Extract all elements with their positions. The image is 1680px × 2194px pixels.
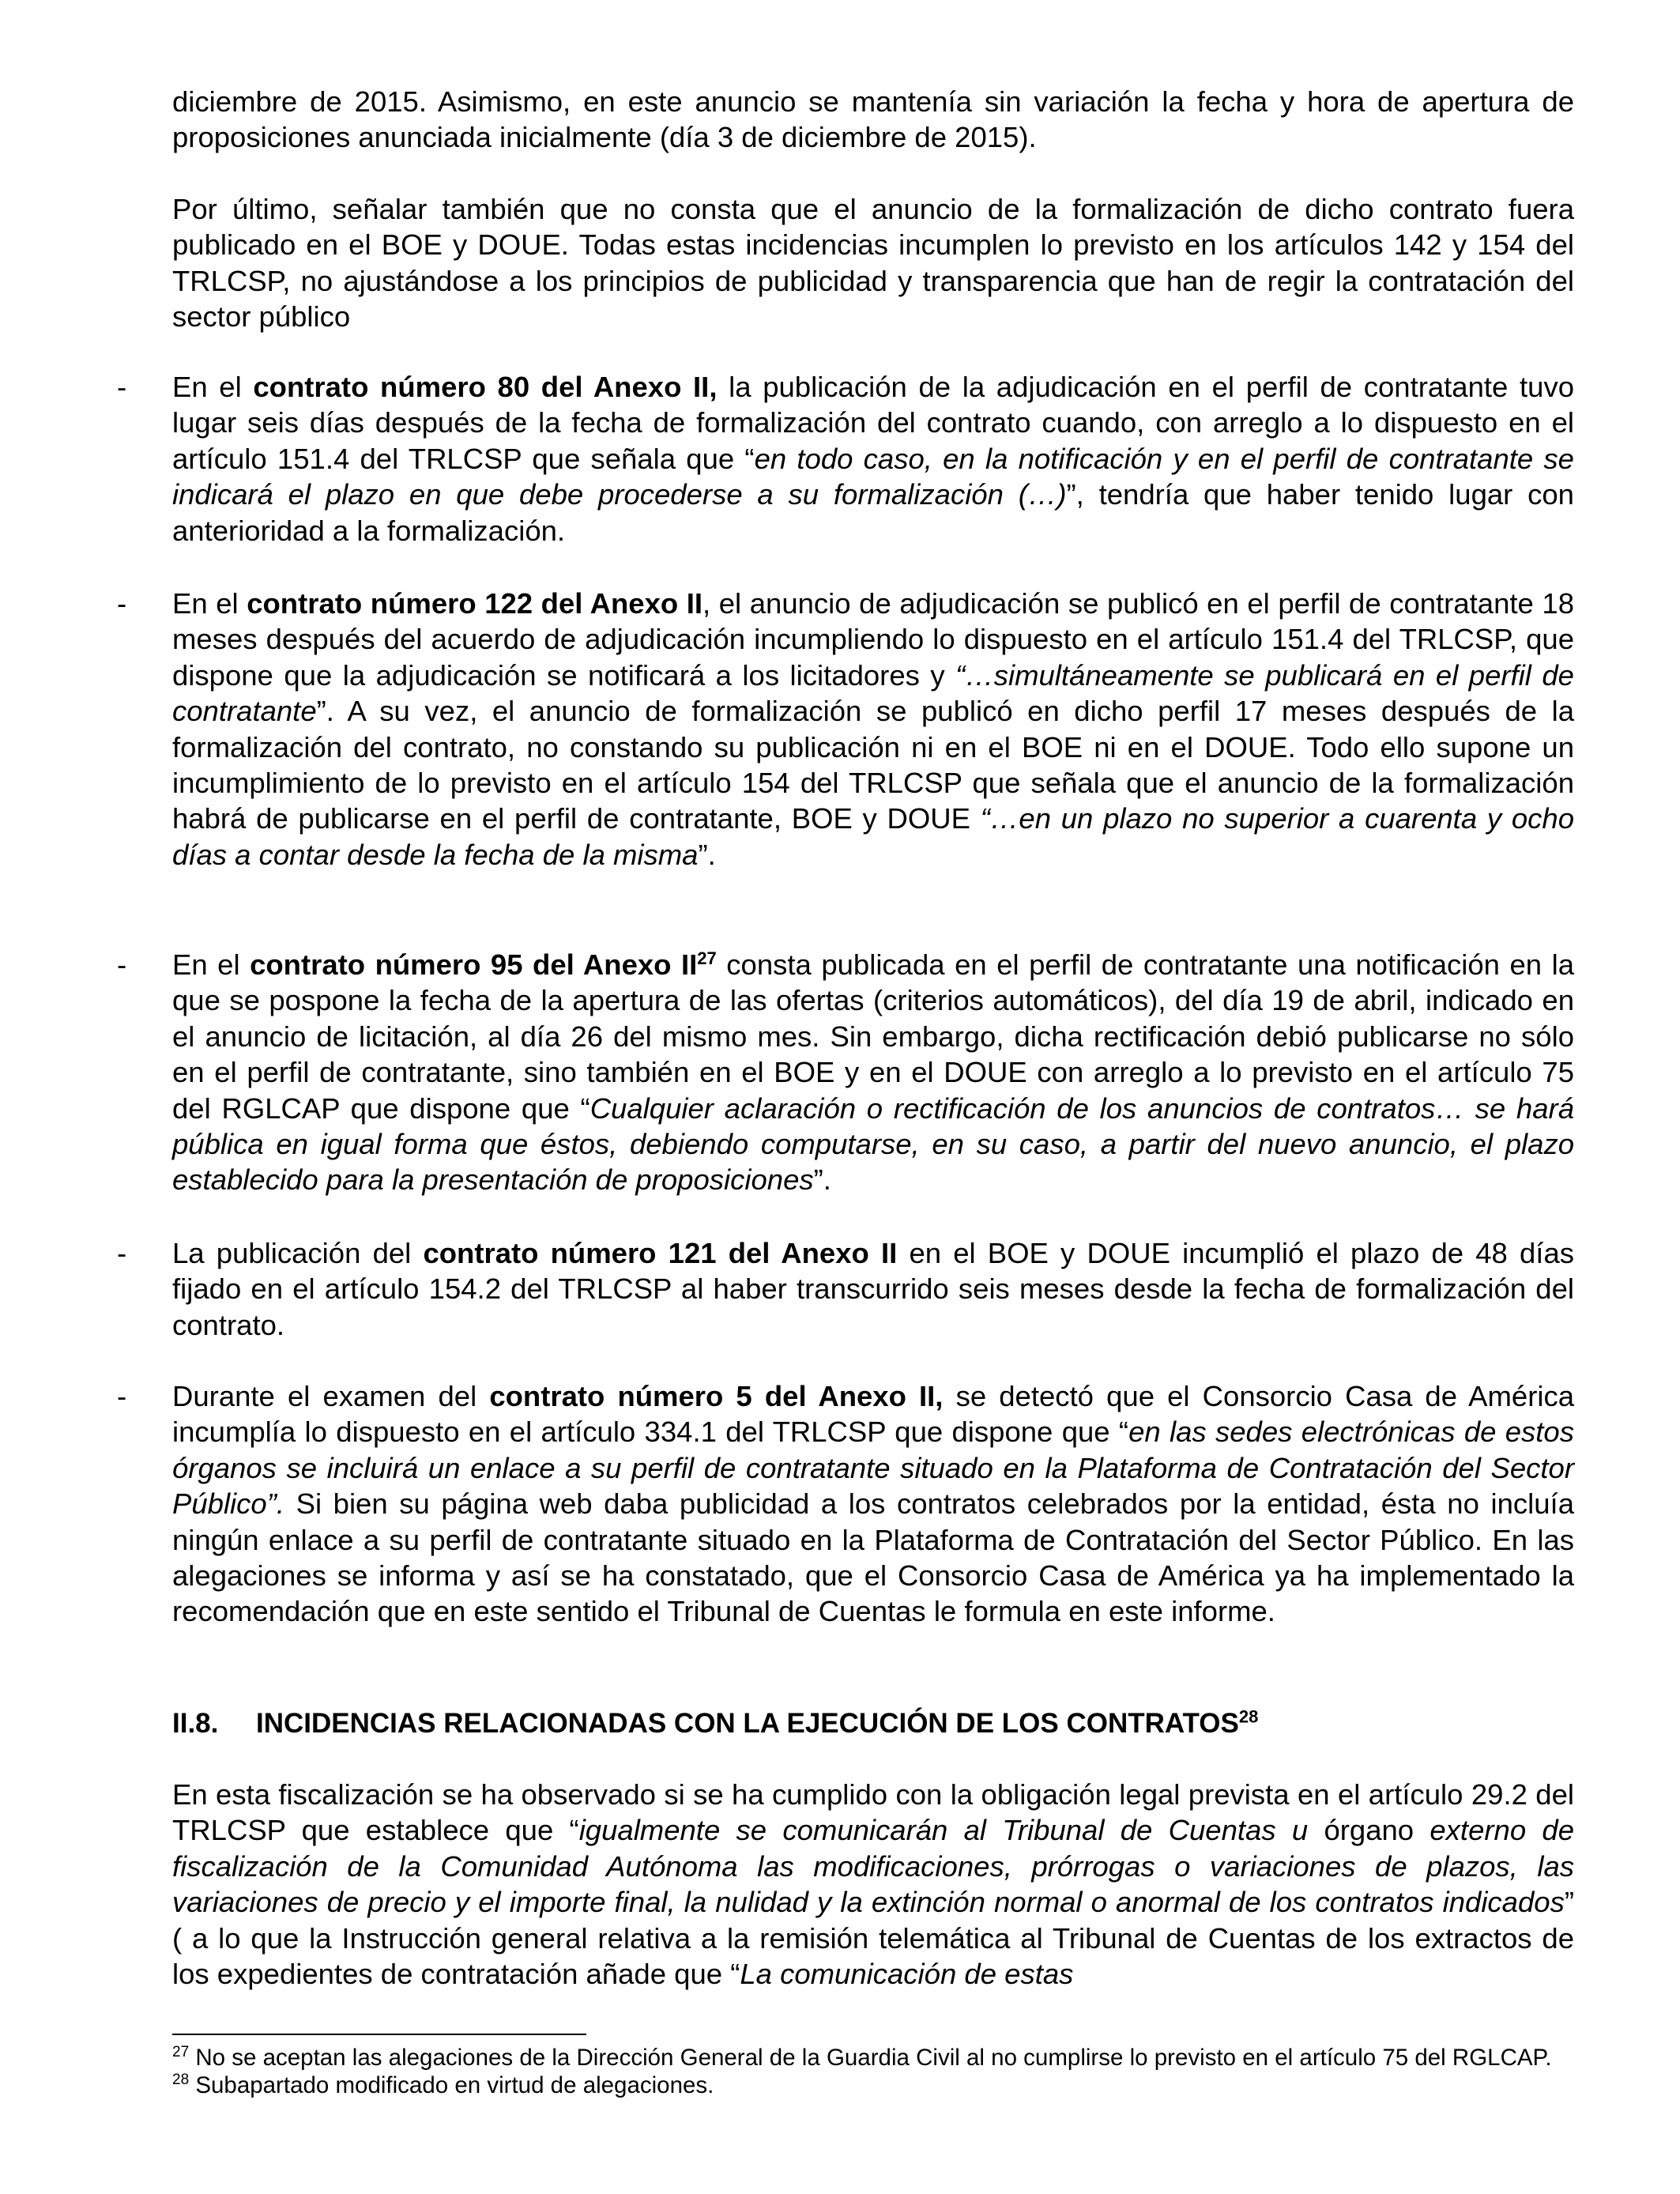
bullet-item-contract-5: [172, 1378, 1574, 1630]
section-title: INCIDENCIAS RELACIONADAS CON LA EJECUCIÓN DE LOS CONTRATOS: [256, 1708, 1239, 1739]
legal-quote: igualmente se comunicarán al Tribunal de Cuentas u: [578, 1814, 1309, 1847]
paragraph-text: En esta fiscalización se ha observado si se ha cumplido con la obligación legal prevista en el artículo 29.2 del TRLCSP que establece que “: [172, 1778, 1574, 1847]
footnote-text: Subapartado modificado en virtud de alegaciones.: [189, 2072, 714, 2098]
bullet-text: ”.: [813, 1163, 831, 1197]
footnote-27: [172, 2044, 1574, 2071]
section-heading: [172, 1706, 1258, 1741]
footnote-text: No se aceptan las alegaciones de la Dirección General de la Guardia Civil al no cumplirse lo previsto en el artículo 75 del RGLCAP.: [189, 2045, 1552, 2071]
paragraph-section-intro: [172, 1777, 1574, 1992]
bullet-text: La publicación del: [172, 1237, 424, 1269]
footnotes: [172, 2044, 1574, 2099]
contract-reference: contrato número 80 del Anexo II,: [253, 371, 718, 403]
contract-reference: contrato número 121 del Anexo II: [423, 1237, 898, 1269]
bullet-text: , el anuncio de adjudicación se publicó en el perfil de contratante 18 meses después del acuerdo de adjudicación incumpliendo lo dispuesto en el artículo 151.4 del TRLCSP, que dispone que la adjudicación se notificará a los licitadores y: [172, 587, 1574, 692]
bullet-text: la publicación de la adjudicación en el perfil de contratante tuvo lugar seis días después de la fecha de formalización del contrato cuando, con arreglo a lo dispuesto en el artículo 151.4 del TRLCSP que señala que “: [172, 371, 1574, 475]
legal-quote: en las sedes electrónicas de estos órganos se incluirá un enlace a su perfil de contratante situado en la Plataforma de Contratación del Sector Público”.: [172, 1416, 1574, 1521]
bullet-text: se detectó que el Consorcio Casa de América incumplía lo dispuesto en el artículo 334.1 del TRLCSP que dispone que “: [172, 1380, 1575, 1449]
bullet-text: Durante el examen del: [172, 1380, 490, 1412]
paragraph-text: órgano: [1308, 1814, 1430, 1847]
bullet-item-contract-122: [172, 586, 1574, 873]
footnote-28: [172, 2071, 1574, 2099]
bullet-text: En el: [172, 948, 250, 981]
bullet-item-contract-80: [172, 369, 1574, 548]
bullet-text: en el BOE y DOUE incumplió el plazo de 48 días fijado en el artículo 154.2 del TRLCSP al haber transcurrido seis meses desde la fecha de formalización del contrato.: [172, 1237, 1574, 1341]
bullet-dash: -: [117, 1380, 127, 1412]
legal-quote: externo de fiscalización de la Comunidad Autónoma las modificaciones, prórrogas o variaciones de plazos, las variaciones de precio y el importe final, la nulidad y la extinción normal o anormal de los contratos indicados: [172, 1814, 1575, 1919]
bullet-text: ”. A su vez, el anuncio de formalización se publicó en dicho perfil 17 meses después de la formalización del contrato, no constando su publicación ni en el BOE ni en el DOUE. Todo ello supone un incumplimiento de lo previsto en el artículo 154 del TRLCSP que señala que el anuncio de la formalización habrá de publicarse en el perfil de contratante, BOE y DOUE: [172, 695, 1574, 835]
contract-reference: contrato número 5 del Anexo II,: [489, 1380, 944, 1412]
legal-quote: La comunicación de estas: [740, 1958, 1074, 1991]
contract-reference: contrato número 95 del Anexo II: [250, 948, 698, 981]
bullet-text: Si bien su página web daba publicidad a los contratos celebrados por la entidad, ésta no incluía ningún enlace a su perfil de contratante situado en la Plataforma de Contratación del Sector Público. En las alegaciones se informa y así se ha constatado, que el Consorcio Casa de América ya ha implementado la recomendación que en este sentido el Tribunal de Cuentas le formula en este informe.: [172, 1487, 1574, 1628]
footnote-number: 28: [172, 2071, 190, 2089]
legal-quote: “…simultáneamente se publicará en el perfil de contratante: [172, 658, 1574, 728]
paragraph-conclusion: [172, 191, 1574, 335]
legal-quote: Cualquier aclaración o rectificación de los anuncios de contratos… se hará pública en igual forma que éstos, debiendo computarse, en su caso, a partir del nuevo anuncio, el plazo establecido para la presentación de proposiciones: [172, 1091, 1574, 1197]
bullet-item-contract-121: [172, 1235, 1574, 1343]
section-number: II.8.: [172, 1708, 219, 1739]
footnote-marker: 28: [1238, 1706, 1259, 1727]
bullet-text: En el: [172, 587, 247, 620]
bullet-text: ”, tendría que haber tenido lugar con anterioridad a la formalización.: [172, 478, 1574, 547]
paragraph-text: Por último, señalar también que no consta que el anuncio de la formalización de dicho contrato fuera publicado en el BOE y DOUE. Todas estas incidencias incumplen lo previsto en los artículos 142 y 154 del TRLCSP, no ajustándose a los principios de publicidad y transparencia que han de regir la contratación del sector público: [172, 193, 1574, 334]
bullet-text: En el: [172, 371, 254, 403]
bullet-dash: -: [117, 948, 127, 981]
contract-reference: contrato número 122 del Anexo II: [247, 587, 703, 620]
bullet-text: ”.: [698, 838, 716, 871]
paragraph-continuation: [172, 84, 1574, 156]
footnote-separator: [172, 2034, 586, 2035]
bullet-text: consta publicada en el perfil de contratante una notificación en la que se pospone la fecha de la apertura de las ofertas (criterios automáticos), del día 19 de abril, indicado en el anuncio de licitación, al día 26 del mismo mes. Sin embargo, dicha rectificación debió publicarse no sólo en el perfil de contratante, sino también en el BOE y en el DOUE con arreglo a lo previsto en el artículo 75 del RGLCAP que dispone que “: [172, 948, 1574, 1125]
legal-quote: “…en un plazo no superior a cuarenta y ocho días a contar desde la fecha de la misma: [172, 802, 1574, 871]
bullet-dash: -: [117, 371, 127, 403]
paragraph-text: ” ( a lo que la Instrucción general relativa a la remisión telemática al Tribunal de Cuentas de los extractos de los expedientes de contratación añade que “: [172, 1886, 1574, 1991]
footnote-number: 27: [172, 2044, 190, 2061]
bullet-dash: -: [117, 1237, 127, 1269]
footnote-marker: 27: [697, 948, 717, 968]
legal-quote: en todo caso, en la notificación y en el perfil de contratante se indicará el plazo en que debe procederse a su formalización (…): [172, 442, 1574, 511]
bullet-dash: -: [117, 587, 127, 620]
bullet-item-contract-95: [172, 947, 1574, 1198]
paragraph-text: diciembre de 2015. Asimismo, en este anuncio se mantenía sin variación la fecha y hora de apertura de proposiciones anunciada inicialmente (día 3 de diciembre de 2015).: [172, 85, 1574, 154]
